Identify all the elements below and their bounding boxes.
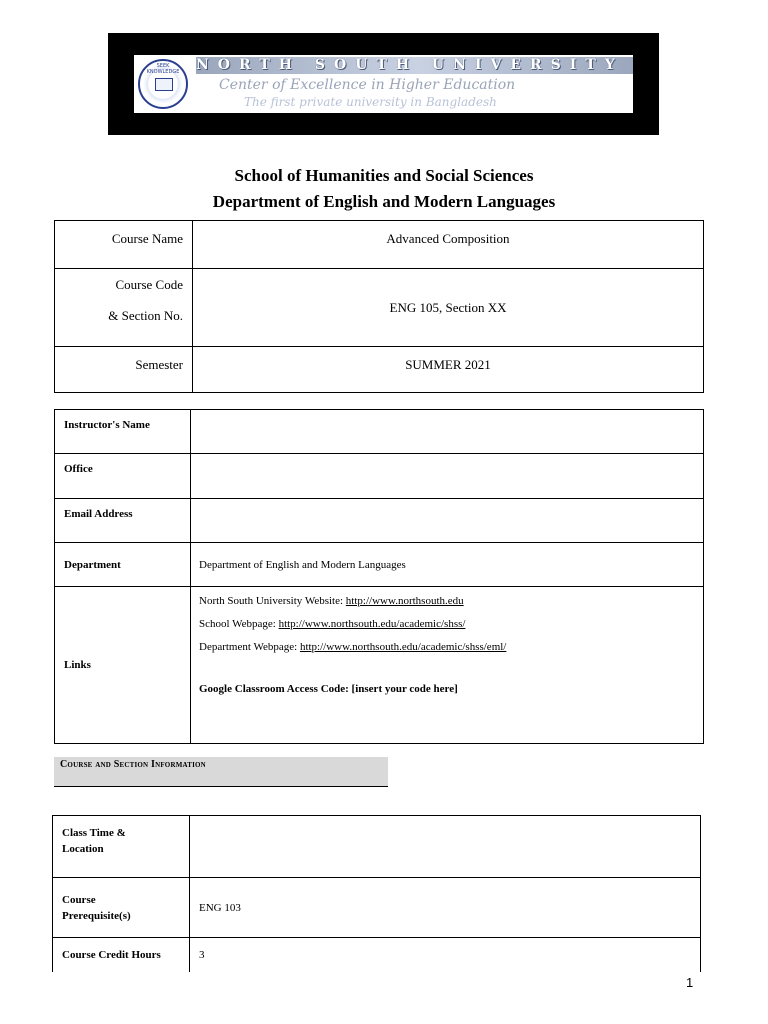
university-website-line: [199, 595, 703, 607]
class-time-label-line1: Class Time &: [62, 827, 126, 839]
school-title: School of Humanities and Social Sciences: [234, 166, 534, 185]
credit-hours-label: Course Credit Hours: [53, 938, 190, 972]
course-code-label-line1: Course Code: [115, 277, 183, 292]
section-info-table: [52, 815, 701, 972]
table-row: [55, 410, 704, 454]
department-title: Department of English and Modern Languages: [212, 192, 556, 211]
table-row: [53, 816, 701, 878]
office-value: [191, 454, 704, 499]
section-header-title: Course and Section Information: [60, 759, 206, 770]
class-time-value: [190, 816, 701, 878]
semester-value: SUMMER 2021: [193, 347, 704, 393]
university-motto: Center of Excellence in Higher Education: [219, 77, 516, 93]
table-row: [55, 587, 704, 744]
book-icon: [155, 78, 173, 91]
table-row: [55, 269, 704, 347]
links-value: [191, 587, 704, 744]
department-webpage-label: Department Webpage:: [199, 641, 300, 653]
course-code-label-line2: & Section No.: [108, 308, 183, 323]
table-row: [55, 499, 704, 543]
table-row: [55, 221, 704, 269]
class-time-label-line2: Location: [62, 843, 104, 855]
course-info-table: [54, 220, 704, 393]
seal-text: SEEK KNOWLEDGE: [146, 63, 180, 75]
semester-label: Semester: [55, 347, 193, 393]
prerequisite-value: ENG 103: [190, 878, 701, 938]
office-label: Office: [55, 454, 191, 499]
credit-hours-value: 3: [190, 938, 701, 972]
school-webpage-label: School Webpage:: [199, 618, 279, 630]
course-code-value: ENG 105, Section XX: [193, 269, 704, 347]
instructor-name-label: Instructor's Name: [55, 410, 191, 454]
university-banner: [108, 33, 659, 135]
course-code-label: [55, 269, 193, 347]
school-webpage-link[interactable]: http://www.northsouth.edu/academic/shss/: [278, 618, 466, 630]
table-row: [53, 938, 701, 972]
prerequisite-label: [53, 878, 190, 938]
university-name: NORTH SOUTH UNIVERSITY: [196, 57, 633, 74]
university-website-link[interactable]: http://www.northsouth.edu: [345, 595, 464, 607]
table-row: [55, 454, 704, 499]
course-name-value: Advanced Composition: [193, 221, 704, 269]
prerequisite-label-line1: Course: [62, 893, 96, 906]
section-header-bar: [54, 757, 388, 787]
banner-logo-area: [134, 55, 633, 113]
table-row: [55, 347, 704, 393]
university-tagline: The first private university in Bangladesh: [244, 95, 497, 109]
email-label: Email Address: [55, 499, 191, 543]
university-seal-icon: [138, 59, 188, 109]
university-website-label: North South University Website:: [199, 595, 346, 607]
department-label: Department: [55, 543, 191, 587]
instructor-info-table: [54, 409, 704, 744]
class-time-label: [53, 816, 190, 878]
email-value: [191, 499, 704, 543]
course-name-label: Course Name: [55, 221, 193, 269]
department-webpage-line: [199, 641, 703, 653]
instructor-name-value: [191, 410, 704, 454]
department-value: Department of English and Modern Languages: [191, 543, 704, 587]
table-row: [53, 878, 701, 938]
school-webpage-line: [199, 618, 703, 630]
department-webpage-link[interactable]: http://www.northsouth.edu/academic/shss/eml/: [299, 641, 507, 653]
links-label: Links: [55, 587, 191, 744]
table-row: [55, 543, 704, 587]
classroom-access-code: Google Classroom Access Code: [insert your code here]: [199, 683, 458, 695]
page-number: 1: [686, 975, 694, 990]
prerequisite-label-line2: Prerequisite(s): [62, 909, 131, 922]
